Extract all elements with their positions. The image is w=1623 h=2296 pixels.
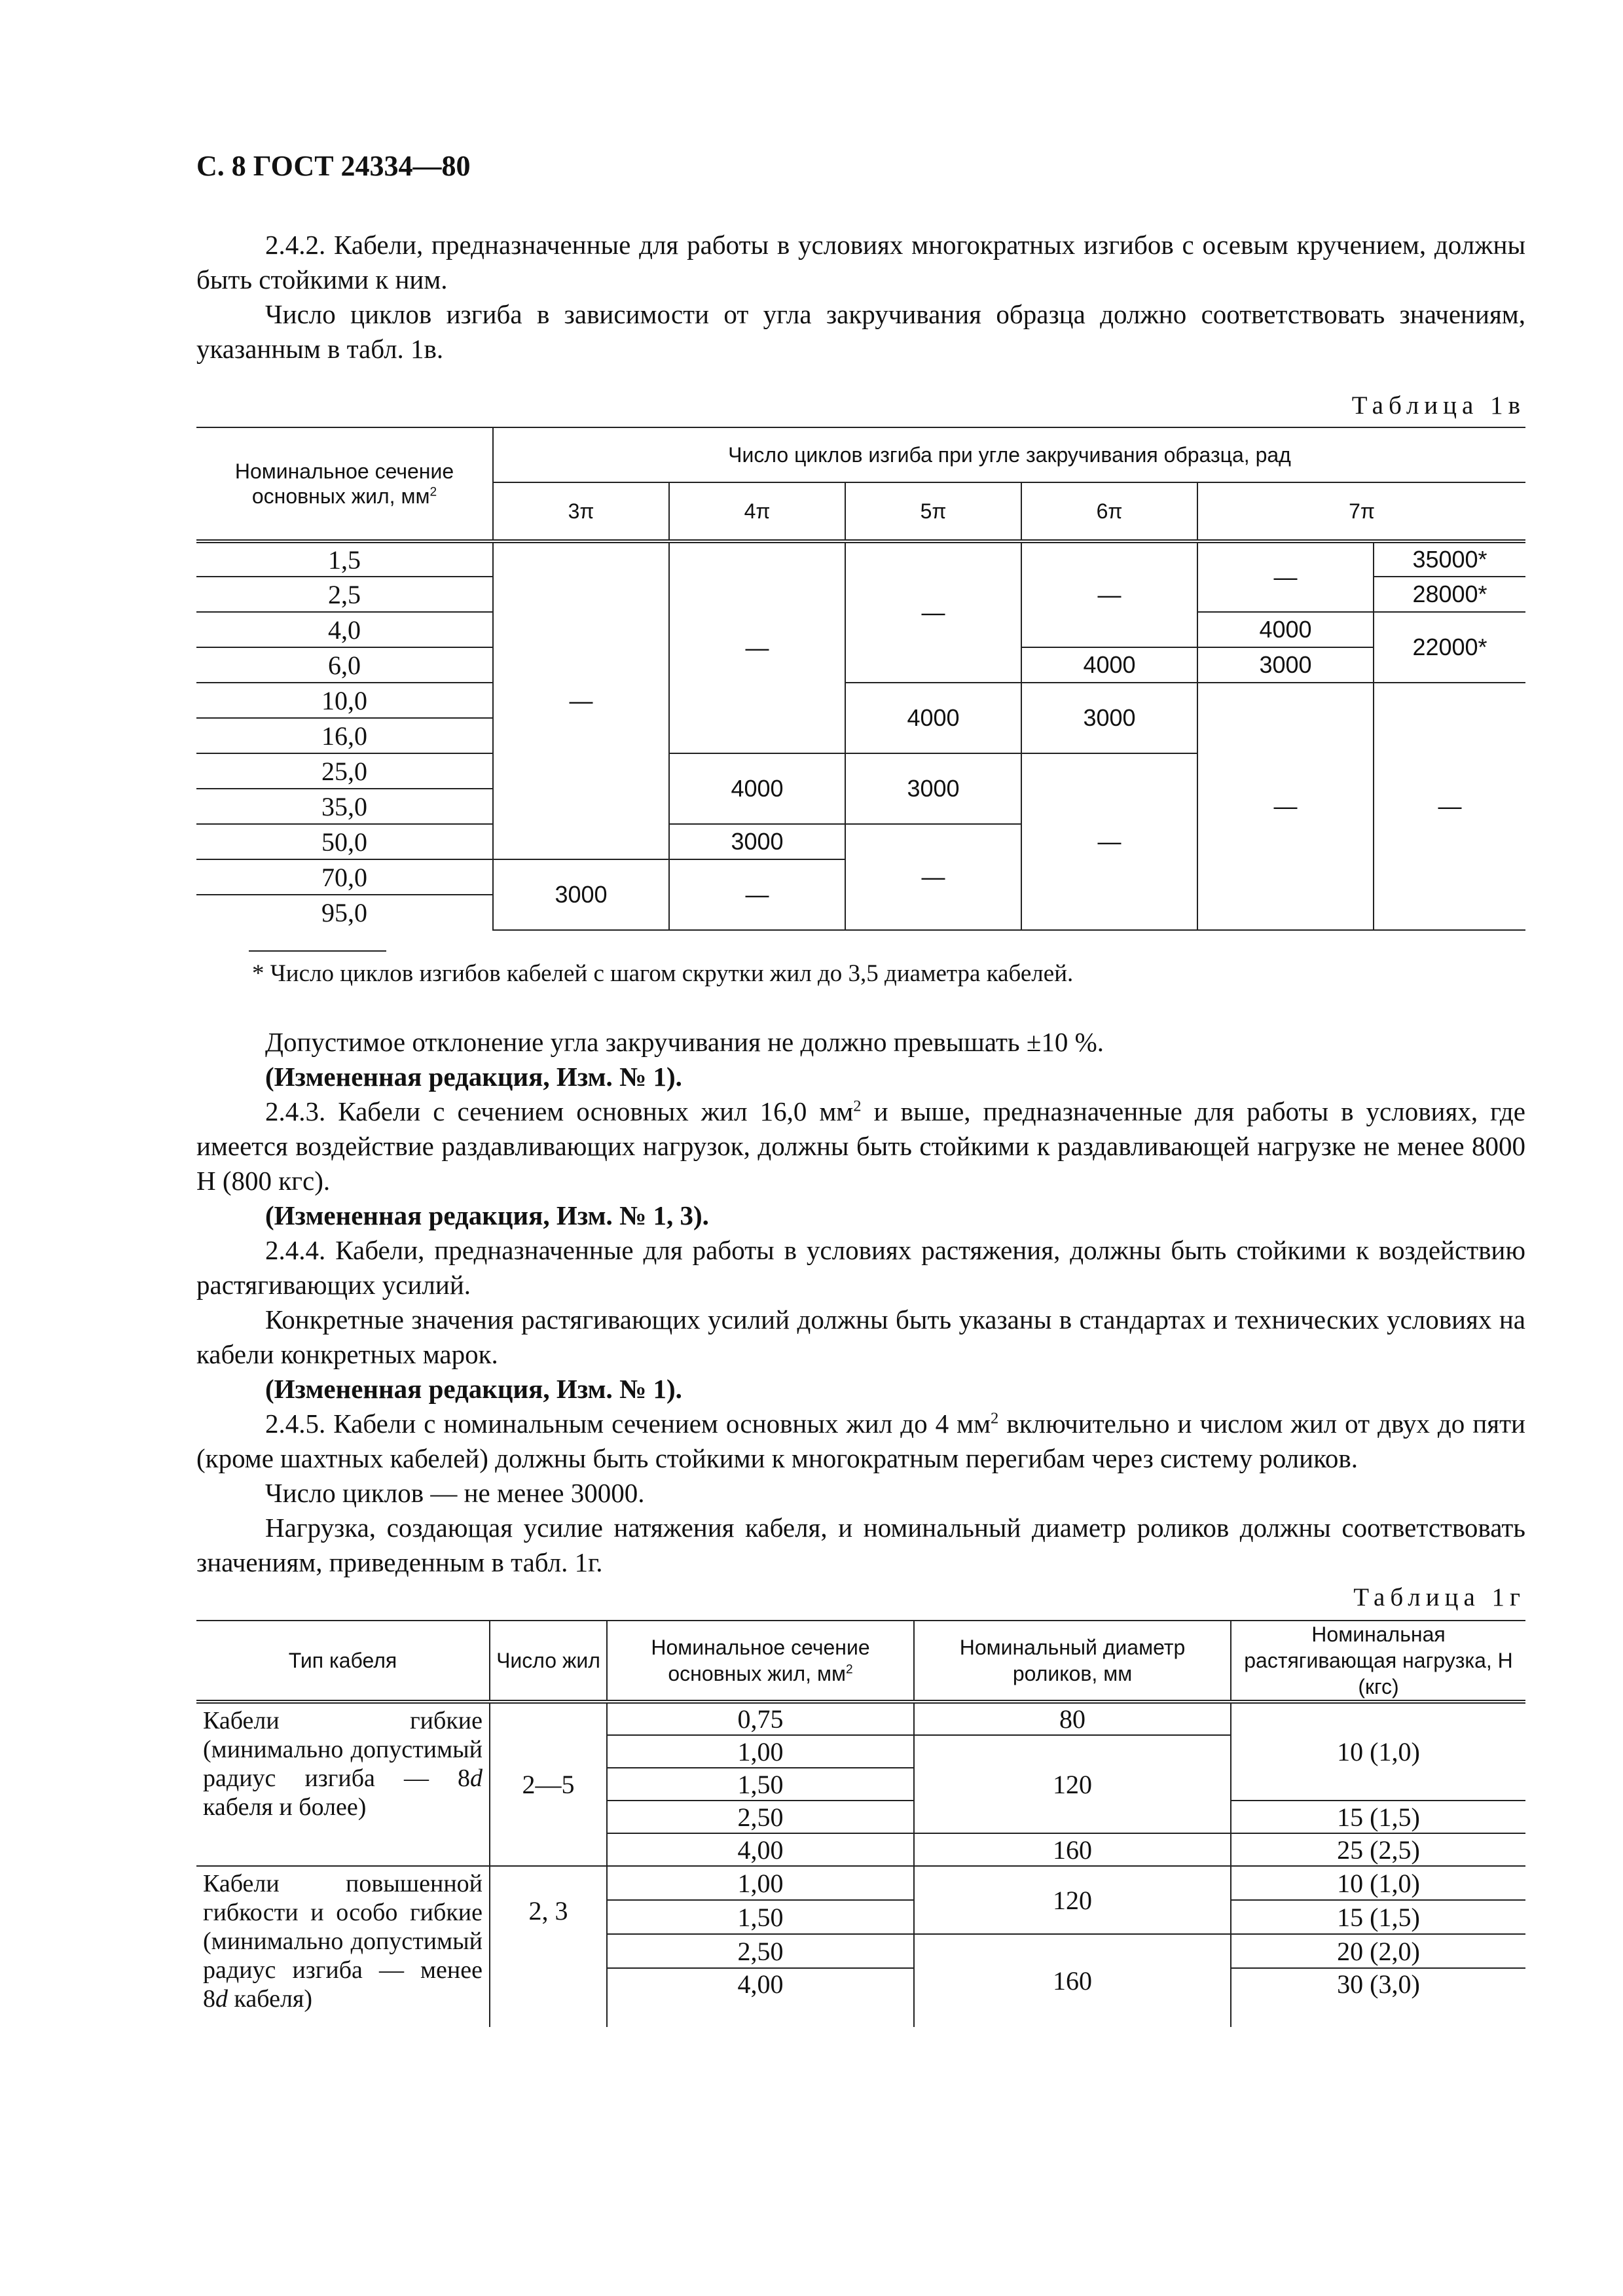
section-cell: 4,00 <box>607 1968 914 2027</box>
cell-value: 3000 <box>669 824 845 859</box>
section-cell: 1,50 <box>607 1768 914 1801</box>
col-header-section: Номинальное сечение основных жил, $мм^2$ <box>607 1621 914 1702</box>
paragraph: Нагрузка, создающая усилие натяжения кабеля, и номинальный диаметр роликов должны соответствовать значениям, приведенным в табл. 1г. <box>196 1513 1525 1577</box>
col-header-cores: Число жил <box>490 1621 607 1702</box>
diameter-cell: 120 <box>914 1866 1231 1934</box>
col-header-type: Тип кабеля <box>196 1621 490 1702</box>
section-cell: 95,0 <box>196 895 493 930</box>
paragraph: Число циклов изгиба в зависимости от угла закручивания образца должно соответствовать значениям, указанным в табл. 1в. <box>196 299 1525 364</box>
cores-cell: 2—5 <box>490 1702 607 1866</box>
cell-value: 3000 <box>1197 647 1374 683</box>
load-cell: 15 (1,5) <box>1231 1900 1525 1934</box>
paragraph: Число циклов — не менее 30000. <box>265 1478 645 1508</box>
section-2-4-2 <box>196 228 1525 367</box>
diameter-cell: 80 <box>914 1702 1231 1735</box>
cell-dash: — <box>1197 541 1374 612</box>
section-cell: 50,0 <box>196 824 493 859</box>
angle-4pi: 4π <box>669 482 845 541</box>
diameter-cell: 160 <box>914 1833 1231 1866</box>
section-cell: 2,5 <box>196 577 493 612</box>
section-cell: 1,5 <box>196 541 493 577</box>
cell-dash: — <box>1021 541 1197 647</box>
table-1v-caption: Таблица 1в <box>1351 391 1525 420</box>
cell-value: 35000* <box>1374 541 1525 577</box>
section-cell: 6,0 <box>196 647 493 683</box>
table-1v <box>196 427 1525 931</box>
paragraph: Конкретные значения растягивающих усилий должны быть указаны в стандартах и технических условиях на кабели конкретных марок. <box>196 1304 1525 1369</box>
section-cell: 0,75 <box>607 1702 914 1735</box>
cell-value: 4000 <box>1197 612 1374 647</box>
cell-value: 3000 <box>493 859 669 930</box>
cell-dash: — <box>845 541 1021 683</box>
sections-2-4-3-to-2-4-5 <box>196 1025 1525 1580</box>
load-cell: 30 (3,0) <box>1231 1968 1525 2027</box>
diameter-cell: 160 <box>914 1934 1231 2027</box>
angle-3pi: 3π <box>493 482 669 541</box>
table-1g <box>196 1620 1525 2027</box>
cell-dash: — <box>1197 683 1374 930</box>
page-header: С. 8 ГОСТ 24334—80 <box>196 150 471 182</box>
load-cell: 10 (1,0) <box>1231 1702 1525 1801</box>
cell-value: 4000 <box>845 683 1021 753</box>
table-1g-caption: Таблица 1г <box>1353 1583 1525 1611</box>
amendment-note: (Измененная редакция, Изм. № 1). <box>265 1374 682 1404</box>
cell-dash: — <box>669 541 845 753</box>
paragraph: 2.4.4. Кабели, предназначенные для работы в условиях растяжения, должны быть стойкими к воздействию растягивающих усилий. <box>196 1235 1525 1300</box>
amendment-note: (Измененная редакция, Изм. № 1, 3). <box>265 1200 709 1230</box>
load-cell: 20 (2,0) <box>1231 1934 1525 1968</box>
load-cell: 15 (1,5) <box>1231 1801 1525 1833</box>
footnote: * Число циклов изгибов кабелей с шагом скрутки жил до 3,5 диаметра кабелей. <box>252 960 1074 987</box>
amendment-note: (Измененная редакция, Изм. № 1). <box>265 1062 682 1092</box>
cell-value: 4000 <box>669 753 845 824</box>
section-cell: 25,0 <box>196 753 493 789</box>
cell-dash: — <box>493 541 669 859</box>
cell-value: 3000 <box>1021 683 1197 753</box>
section-cell: 4,00 <box>607 1833 914 1866</box>
cable-type-high-flex: Кабели повышенной гибкости и особо гибкие (минимально допустимый радиус изгиба — менее 8d кабеля) <box>196 1866 490 2027</box>
group-header: Число циклов изгиба при угле закручивания образца, рад <box>493 427 1525 482</box>
paragraph: 2.4.2. Кабели, предназначенные для работы в условиях многократных изгибов с осевым кручением, должны быть стойкими к ним. <box>196 230 1525 295</box>
diameter-cell: 120 <box>914 1735 1231 1833</box>
section-cell: 1,00 <box>607 1866 914 1900</box>
col-header-diameter: Номинальный диаметр роликов, мм <box>914 1621 1231 1702</box>
angle-7pi: 7π <box>1197 482 1525 541</box>
cell-dash: — <box>669 859 845 930</box>
cores-cell: 2, 3 <box>490 1866 607 2027</box>
col-header-section: Номинальное сечение основных жил, $мм^2$ <box>196 427 493 541</box>
cell-dash: — <box>845 824 1021 930</box>
cell-dash: — <box>1374 683 1525 930</box>
cell-value: 4000 <box>1021 647 1197 683</box>
section-cell: 16,0 <box>196 718 493 753</box>
paragraph: Допустимое отклонение угла закручивания не должно превышать ±10 %. <box>265 1027 1104 1057</box>
section-cell: 70,0 <box>196 859 493 895</box>
cell-value: 28000* <box>1374 577 1525 612</box>
section-cell: 2,50 <box>607 1801 914 1833</box>
cell-dash: — <box>1021 753 1197 930</box>
section-cell: 1,50 <box>607 1900 914 1934</box>
footnote-rule <box>249 950 386 952</box>
paragraph: 2.4.5. Кабели с номинальным сечением основных жил до 4 $мм^2$ включительно и числом жил от двух до пяти (кроме шахтных кабелей) должны быть стойкими к многократным перегибам через систему роликов. <box>196 1408 1525 1473</box>
section-cell: 1,00 <box>607 1735 914 1768</box>
cable-type-flexible: Кабели гибкие (минимально допустимый радиус изгиба — 8d кабеля и более) <box>196 1702 490 1866</box>
angle-6pi: 6π <box>1021 482 1197 541</box>
cell-value: 3000 <box>845 753 1021 824</box>
angle-5pi: 5π <box>845 482 1021 541</box>
section-cell: 10,0 <box>196 683 493 718</box>
section-cell: 35,0 <box>196 789 493 824</box>
paragraph: 2.4.3. Кабели с сечением основных жил 16,0 $мм^2$ и выше, предназначенные для работы в условиях, где имеется воздействие раздавливающих нагрузок, должны быть стойкими к раздавливающей нагрузке не менее 8000 Н (800 кгс). <box>196 1096 1525 1196</box>
load-cell: 10 (1,0) <box>1231 1866 1525 1900</box>
section-cell: 2,50 <box>607 1934 914 1968</box>
col-header-load: Номинальная растягивающая нагрузка, Н (кгс) <box>1231 1621 1525 1702</box>
load-cell: 25 (2,5) <box>1231 1833 1525 1866</box>
section-cell: 4,0 <box>196 612 493 647</box>
cell-value: 22000* <box>1374 612 1525 683</box>
